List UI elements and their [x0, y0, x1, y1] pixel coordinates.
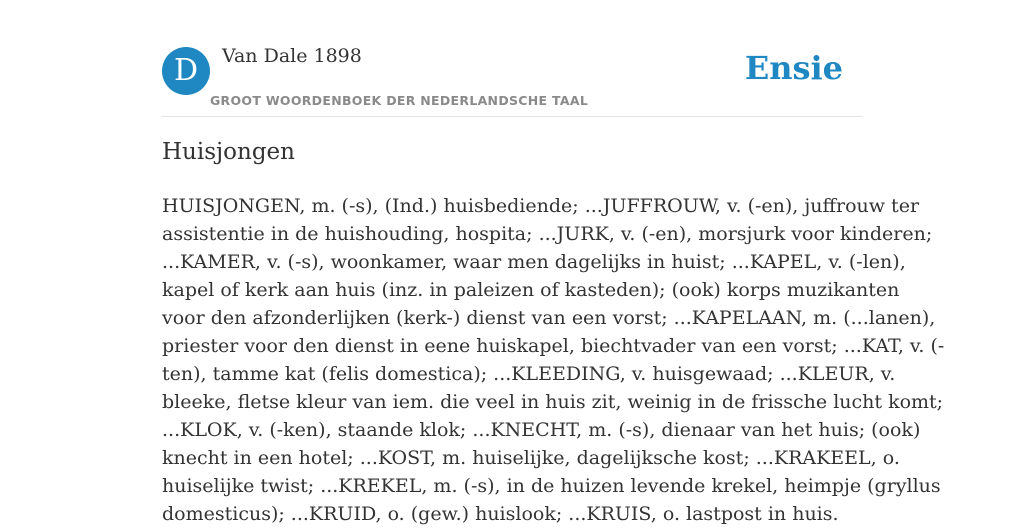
definition-line: ten), tamme kat (felis domestica); ...KLEEDING, v. huisgewaad; ...KLEUR, v.: [162, 363, 896, 385]
definition-line: huiselijke twist; ...KREKEL, m. (-s), in de huizen levende krekel, heimpje (gryllus: [162, 475, 941, 497]
definition-line: priester voor den dienst in eene huiskapel, biechtvader van een vorst; ...KAT, v. (-: [162, 335, 945, 357]
header: [162, 0, 862, 117]
definition-line: HUISJONGEN, m. (-s), (Ind.) huisbediende; ...JUFFROUW, v. (-en), juffrouw ter: [162, 195, 920, 217]
dictionary-title[interactable]: Van Dale 1898: [222, 45, 362, 67]
dictionary-subtitle: GROOT WOORDENBOEK DER NEDERLANDSCHE TAAL: [210, 93, 589, 108]
ensie-logo-link[interactable]: Ensie: [744, 49, 843, 87]
definition-line: ...KLOK, v. (-ken), staande klok; ...KNECHT, m. (-s), dienaar van het huis; (ook): [162, 419, 921, 441]
definition-line: ...KAMER, v. (-s), woonkamer, waar men dagelijks in huist; ...KAPEL, v. (-len),: [162, 251, 906, 273]
definition-line: kapel of kerk aan huis (inz. in paleizen of kasteden); (ook) korps muzikanten: [162, 279, 900, 301]
definition-line: assistentie in de huishouding, hospita; ...JURK, v. (-en), morsjurk voor kinderen;: [162, 223, 933, 245]
definition-line: voor den afzonderlijken (kerk-) dienst van een vorst; ...KAPELAAN, m. (...lanen),: [162, 307, 936, 329]
definition-line: knecht in een hotel; ...KOST, m. huiselijke, dagelijksche kost; ...KRAKEEL, o.: [162, 447, 900, 469]
entry-definition: [162, 192, 945, 528]
definition-line: bleeke, fletse kleur van iem. die veel in huis zit, weinig in de frissche lucht komt;: [162, 391, 944, 413]
dictionary-logo[interactable]: D: [162, 47, 210, 95]
definition-line: domesticus); ...KRUID, o. (gew.) huislook; ...KRUIS, o. lastpost in huis.: [162, 503, 839, 525]
entry-title: Huisjongen: [162, 139, 295, 165]
